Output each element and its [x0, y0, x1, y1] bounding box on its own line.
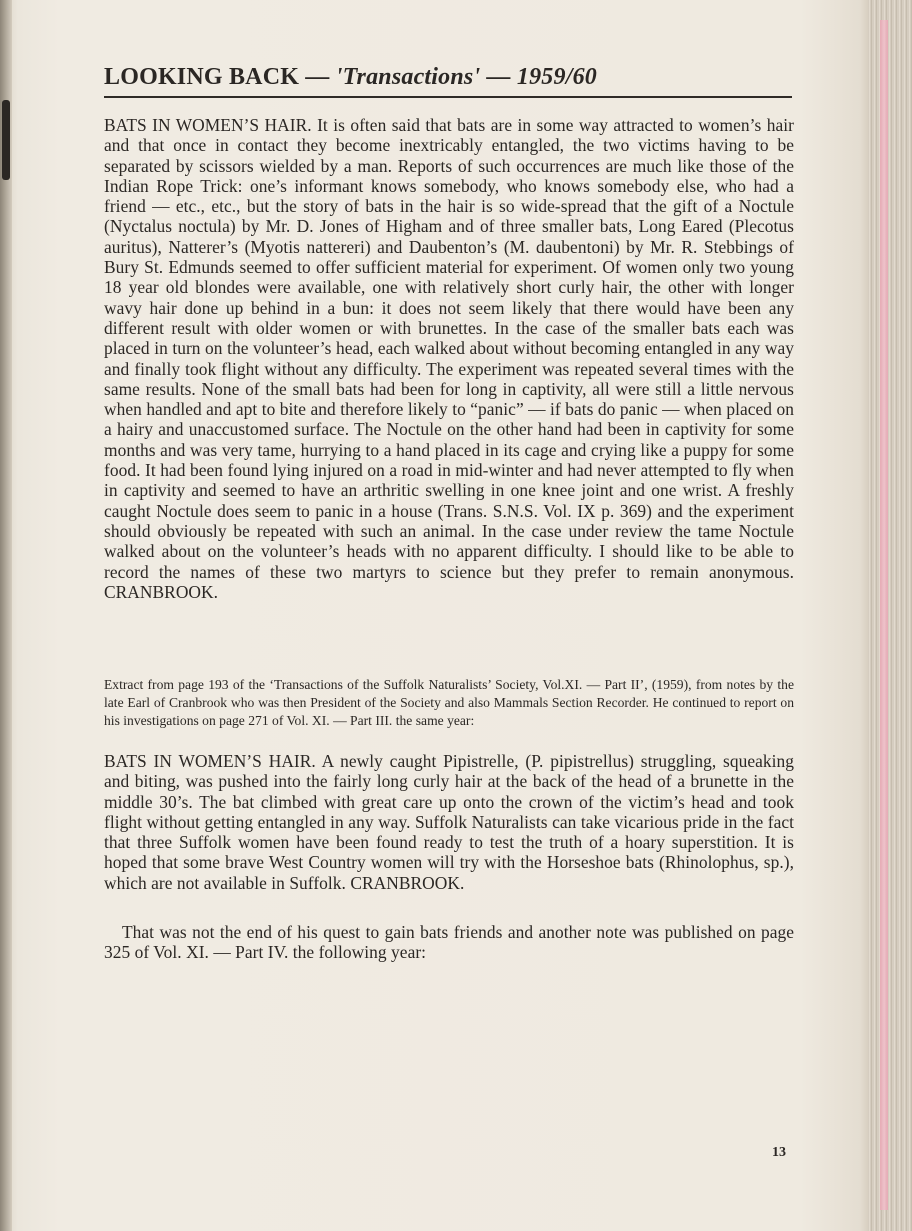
article-paragraph-2: BATS IN WOMEN’S HAIR. A newly caught Pipistrelle, (P. pipistrellus) struggling, squeaking and biting, was pushed into the fairly long curly hair at the back of the head of a brunette in the middle 30’s. The bat climbed with great care up onto the crown of the victim’s head and took flight without getting entangled in any way. Suffolk Naturalists can take vicarious pride in the fact that three Suffolk women have been found ready to test the truth of a hoary superstition. It is hoped that some brave West Country women will try with the Horseshoe bats (Rhinolophus, sp.), which are not available in Suffolk. CRANBROOK. — [104, 751, 794, 893]
extract-note: Extract from page 193 of the ‘Transactions of the Suffolk Naturalists’ Society, Vol.XI. — Part II’, (1959), from notes by the late Earl of Cranbrook who was then President of the Society and also Mammals Section Recorder. He continued to report on his investigations on page 271 of Vol. XI. — Part III. the same year: — [104, 677, 794, 728]
book-page-edges — [868, 0, 912, 1231]
binding-mark — [2, 100, 10, 180]
article-paragraph-3: That was not the end of his quest to gain bats friends and another note was published on page 325 of Vol. XI. — Part IV. the following year: — [104, 922, 794, 963]
pink-page-tab — [880, 20, 888, 1210]
page-gutter-shadow — [0, 0, 12, 1231]
page-number: 13 — [772, 1145, 786, 1160]
article-paragraph-1: BATS IN WOMEN’S HAIR. It is often said that bats are in some way attracted to women’s hair and that once in contact they become inextricably entangled, the two victims having to be separated by scissors wielded by a man. Reports of such occurrences are much like those of the Indian Rope Trick: one’s informant knows somebody, who knows somebody else, who had a friend — etc., etc., but the story of bats in the hair is so wide-spread that the gift of a Noctule (Nyctalus noctula) by Mr. D. Jones of Higham and of three smaller bats, Long Eared (Plecotus auritus), Natterer’s (Myotis nattereri) and Daubenton’s (M. daubentoni) by Mr. R. Stebbings of Bury St. Edmunds seemed to offer sufficient material for experiment. Of women only two young 18 year old blondes were available, one with relatively short curly hair, the other with longer wavy hair done up behind in a bun: it does not seem likely that there would have been any different result with older women or with brunettes. In the case of the smaller bats each was placed in turn on the volunteer’s head, each walked about without becoming entangled in any way and finally took flight without any difficulty. The experiment was repeated several times with the same results. None of the small bats had been for long in captivity, all were still a little nervous when handled and apt to bite and therefore likely to “panic” — if bats do panic — when placed on a hairy and unaccustomed surface. The Noctule on the other hand had been in captivity for some months and was very tame, hurrying to a hand placed in its cage and crying like a puppy for some food. It had been found lying injured on a road in mid-winter and had never attempted to fly when in captivity and seemed to have an arthritic swelling in one knee joint and one wrist. A freshly caught Noctule does seem to panic in a house (Trans. S.N.S. Vol. IX p. 369) and the experiment should obviously be repeated with such an animal. In the case under review the tame Noctule walked about on the volunteer’s heads with no apparent difficulty. I should like to be able to record the names of these two martyrs to science but they prefer to remain anonymous. CRANBROOK. — [104, 115, 794, 602]
header-prefix: LOOKING BACK — — [104, 64, 336, 90]
page-header — [104, 62, 792, 98]
header-publication: 'Transactions' — 1959/60 — [335, 64, 597, 90]
